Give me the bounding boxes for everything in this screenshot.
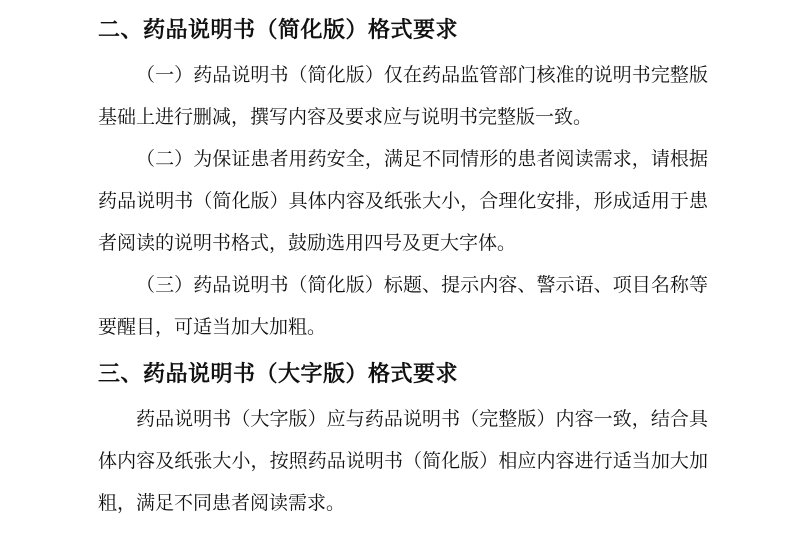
section-2-paragraph-3: （三）药品说明书（简化版）标题、提示内容、警示语、项目名称等要醒目，可适当加大加粗。: [98, 274, 708, 338]
section-2-paragraph-1: （一）药品说明书（简化版）仅在药品监管部门核准的说明书完整版基础上进行删减，撰写内容及要求应与说明书完整版一致。: [98, 64, 708, 128]
section-2-heading: 二、药品说明书（简化版）格式要求: [98, 18, 459, 43]
section-2-paragraph-2: （二）为保证患者用药安全，满足不同情形的患者阅读需求，请根据药品说明书（简化版）具体内容及纸张大小，合理化安排，形成适用于患者阅读的说明书格式，鼓励选用四号及更大字体。: [98, 148, 708, 254]
section-3-paragraph-1: 药品说明书（大字版）应与药品说明书（完整版）内容一致，结合具体内容及纸张大小，按照药品说明书（简化版）相应内容进行适当加大加粗，满足不同患者阅读需求。: [98, 408, 708, 514]
section-3-heading: 三、药品说明书（大字版）格式要求: [98, 362, 459, 387]
